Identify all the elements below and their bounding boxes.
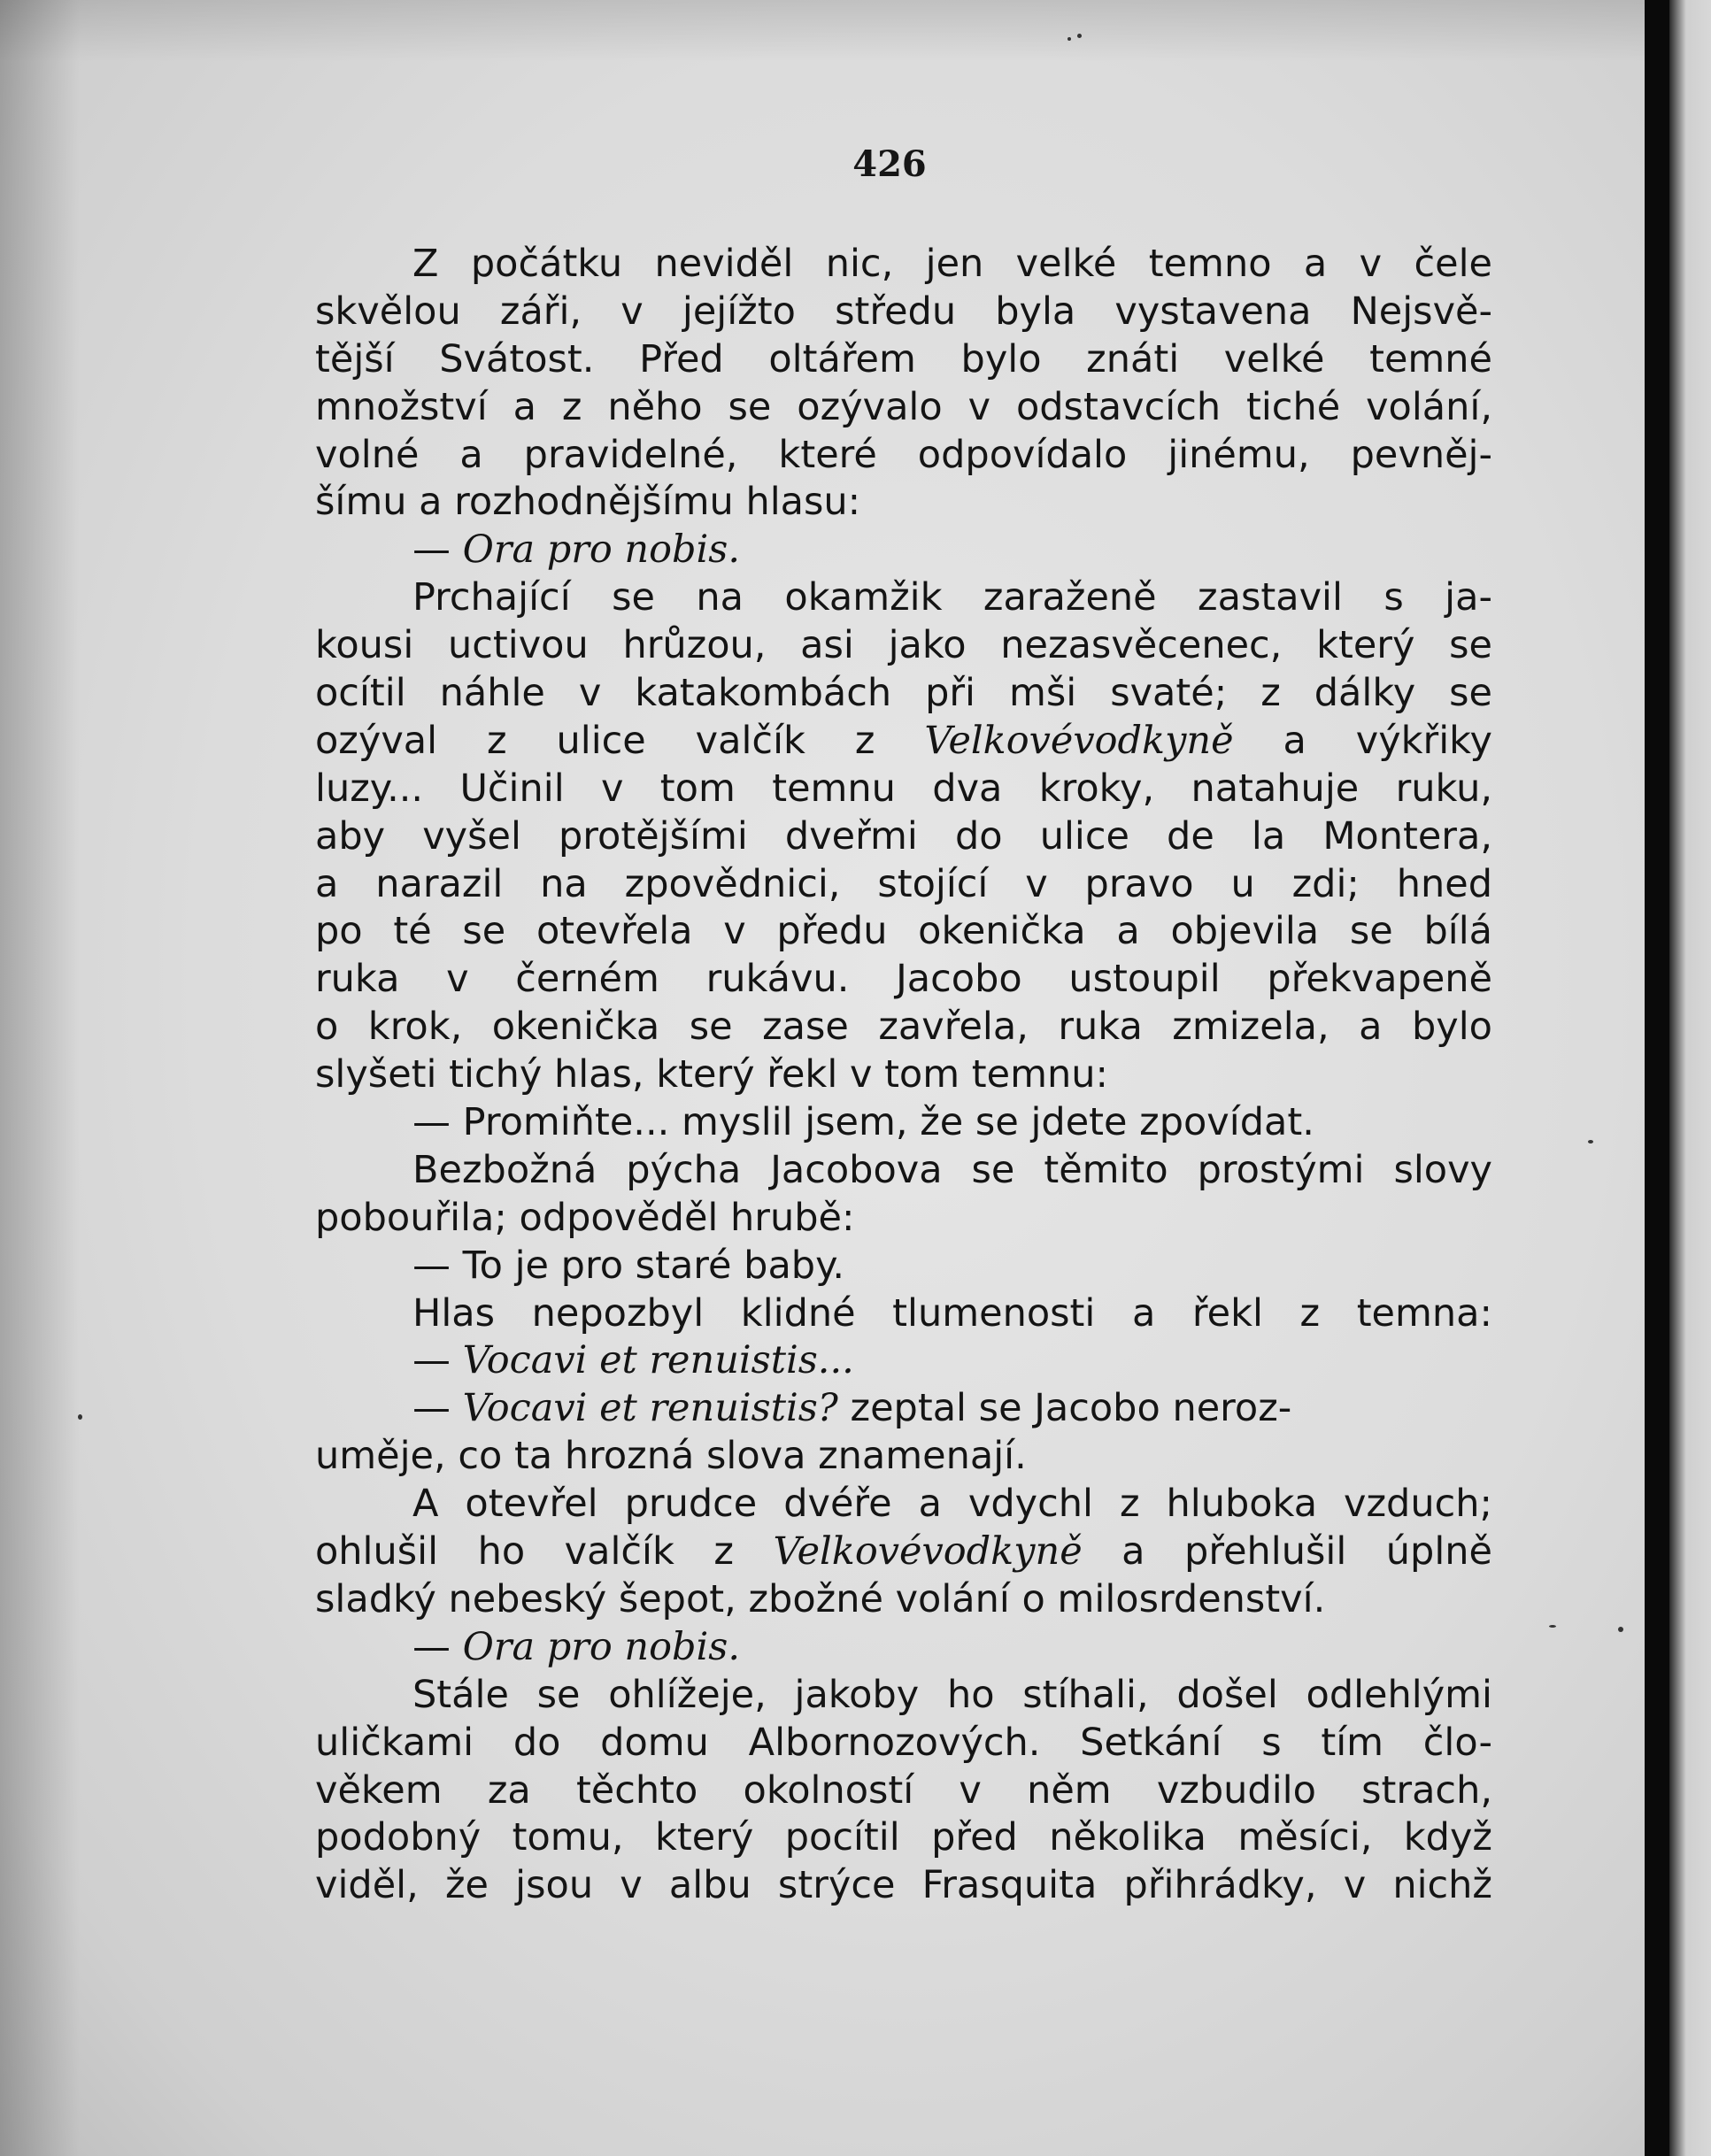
text-segment: ruka v černém rukávu. Jacobo ustoupil překvapeně: [315, 957, 1492, 1002]
text-line: [315, 1290, 1492, 1338]
body-text: [315, 241, 1492, 1910]
text-line: [315, 336, 1492, 384]
text-line: [315, 1195, 1492, 1243]
text-line: [315, 1528, 1492, 1576]
text-segment: šímu a rozhodnějšímu hlasu:: [315, 480, 861, 525]
text-line: [315, 384, 1492, 432]
text-segment: Stále se ohlížeje, jakoby ho stíhali, došel odlehlými: [412, 1672, 1492, 1717]
page-gutter-shadow: [0, 0, 80, 2156]
text-segment: a přehlušil úplně: [1082, 1529, 1492, 1575]
text-line: [315, 670, 1492, 718]
text-segment: Hlas nepozbyl klidné tlumenosti a řekl z temna:: [412, 1290, 1492, 1336]
text-segment: Bezbožná pýcha Jacobova se těmito prostými slovy: [412, 1147, 1492, 1192]
italic-segment: Ora pro nobis.: [462, 527, 741, 573]
text-segment: po té se otevřela v předu okenička a objevila se bílá: [315, 909, 1492, 954]
italic-segment: Vocavi et renuistis?: [462, 1386, 838, 1431]
text-line: [315, 289, 1492, 336]
text-segment: viděl, že jsou v albu strýce Frasquita přihrádky, v nichž: [315, 1863, 1492, 1908]
text-segment: ohlušil ho valčík z: [315, 1529, 774, 1575]
text-line: [315, 1720, 1492, 1767]
text-line: [315, 1147, 1492, 1195]
text-segment: tější Svátost. Před oltářem bylo znáti velké temné: [315, 336, 1492, 381]
text-line: [315, 1004, 1492, 1051]
text-line: [315, 574, 1492, 622]
text-line: [315, 766, 1492, 813]
text-segment: — To je pro staré baby.: [412, 1243, 845, 1288]
text-segment: —: [412, 527, 463, 573]
text-segment: věkem za těchto okolností v něm vzbudilo strach,: [315, 1767, 1492, 1813]
text-segment: pobouřila; odpověděl hrubě:: [315, 1195, 855, 1240]
text-line: [315, 479, 1492, 527]
text-segment: luzy... Učinil v tom temnu dva kroky, natahuje ruku,: [315, 766, 1492, 811]
text-line: [315, 241, 1492, 289]
text-segment: a narazil na zpovědnici, stojící v pravo u zdi; hned: [315, 861, 1492, 906]
scan-speck: [1588, 1140, 1593, 1143]
text-line: [315, 1337, 1492, 1385]
scan-speck: [1067, 37, 1071, 41]
text-segment: A otevřel prudce dvéře a vdychl z hluboka vzduch;: [412, 1482, 1492, 1527]
text-segment: Prchající se na okamžik zaraženě zastavil s ja-: [412, 575, 1492, 620]
text-segment: —: [412, 1338, 463, 1383]
scan-speck: [1618, 1627, 1623, 1632]
text-segment: uličkami do domu Albornozových. Setkání s tím člo-: [315, 1720, 1492, 1765]
text-line: [315, 1576, 1492, 1624]
scan-speck: [1077, 34, 1082, 38]
text-segment: —: [412, 1386, 463, 1431]
text-line: [315, 813, 1492, 861]
scan-speck: [78, 1414, 82, 1420]
text-segment: — Promiňte... myslil jsem, že se jdete zpovídat.: [412, 1100, 1314, 1145]
text-segment: skvělou záři, v jejížto středu byla vystavena Nejsvě-: [315, 289, 1492, 334]
text-segment: podobný tomu, který pocítil před několika měsíci, když: [315, 1815, 1492, 1860]
text-line: [315, 908, 1492, 956]
italic-segment: Velkovévodkyně: [924, 718, 1234, 763]
page-top-shadow: [0, 0, 1645, 62]
text-segment: zeptal se Jacobo neroz-: [837, 1386, 1292, 1431]
text-segment: o krok, okenička se zase zavřela, ruka zmizela, a bylo: [315, 1005, 1492, 1050]
text-line: [315, 1243, 1492, 1290]
text-line: [315, 718, 1492, 766]
next-page-sliver: [1669, 0, 1711, 2156]
text-segment: —: [412, 1624, 463, 1669]
text-segment: uměje, co ta hrozná slova znamenají.: [315, 1434, 1027, 1479]
text-line: [315, 1814, 1492, 1862]
text-line: [315, 1099, 1492, 1147]
text-line: [315, 861, 1492, 909]
text-line: [315, 1385, 1492, 1433]
text-segment: slyšeti tichý hlas, který řekl v tom temnu:: [315, 1052, 1108, 1097]
text-segment: a výkřiky: [1233, 718, 1492, 763]
text-segment: kousi uctivou hrůzou, asi jako nezasvěcenec, který se: [315, 623, 1492, 668]
text-segment: aby vyšel protějšími dveřmi do ulice de la Montera,: [315, 813, 1492, 859]
text-line: [315, 956, 1492, 1004]
text-line: [315, 1767, 1492, 1815]
italic-segment: Ora pro nobis.: [462, 1624, 741, 1669]
text-line: [315, 1481, 1492, 1528]
text-segment: množství a z něho se ozývalo v odstavcích tiché volání,: [315, 384, 1492, 429]
text-line: [315, 1051, 1492, 1099]
italic-segment: Velkovévodkyně: [773, 1529, 1083, 1575]
text-line: [315, 1433, 1492, 1481]
text-segment: Z počátku neviděl nic, jen velké temno a v čele: [412, 242, 1492, 286]
text-segment: ozýval z ulice valčík z: [315, 718, 925, 763]
text-segment: sladký nebeský šepot, zbožné volání o milosrdenství.: [315, 1576, 1326, 1621]
text-segment: volné a pravidelné, které odpovídalo jinému, pevněj-: [315, 432, 1492, 477]
text-line: [315, 1624, 1492, 1672]
text-line: [315, 527, 1492, 574]
page-number: 426: [852, 143, 927, 185]
text-line: [315, 622, 1492, 670]
italic-segment: Vocavi et renuistis...: [462, 1338, 854, 1383]
text-line: [315, 1862, 1492, 1910]
text-line: [315, 1672, 1492, 1720]
text-line: [315, 432, 1492, 480]
scan-speck: [1549, 1625, 1556, 1628]
text-segment: ocítil náhle v katakombách při mši svaté; z dálky se: [315, 671, 1492, 716]
